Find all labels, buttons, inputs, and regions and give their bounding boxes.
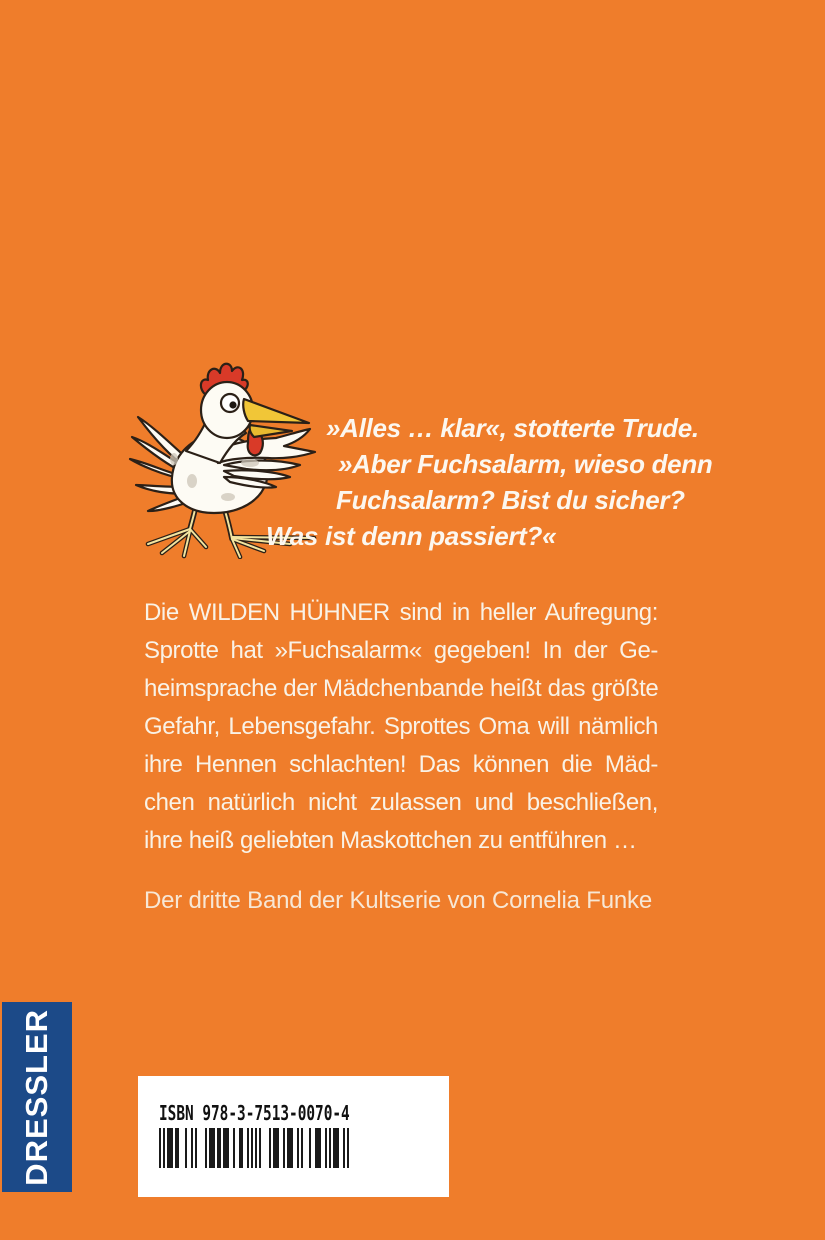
blurb-line: ihre Hennen schlachten! Das können die Mäd- [144, 751, 658, 778]
quote-line: Was ist denn passiert?« [266, 521, 557, 551]
blurb-line: Die WILDEN HÜHNER sind in heller Aufregung: [144, 599, 658, 626]
series-tagline: Der dritte Band der Kultserie von Cornelia Funke [144, 887, 652, 914]
blurb-line: chen natürlich nicht zulassen und beschließen, [144, 789, 658, 816]
isbn-panel [138, 1076, 449, 1197]
blurb-line: ihre heiß geliebten Maskottchen zu entführen … [144, 827, 637, 854]
publisher-logo [2, 1002, 72, 1192]
blurb-line: Gefahr, Lebensgefahr. Sprottes Oma will nämlich [144, 713, 658, 740]
blurb-block [144, 594, 658, 860]
blurb-line: Sprotte hat »Fuchsalarm« gegeben! In der Ge- [144, 637, 658, 664]
quote-line: »Aber Fuchsalarm, wieso denn [338, 449, 713, 479]
quote-line: Fuchsalarm? Bist du sicher? [336, 485, 685, 515]
isbn-label: ISBN 978-3-7513-0070-4 [159, 1101, 350, 1125]
quote-line: »Alles … klar«, stotterte Trude. [326, 413, 699, 443]
publisher-name: DRESSLER [19, 1008, 54, 1186]
barcode [159, 1128, 349, 1168]
blurb-line: heimsprache der Mädchenbande heißt das größte [144, 675, 659, 702]
quote-block [0, 410, 825, 554]
